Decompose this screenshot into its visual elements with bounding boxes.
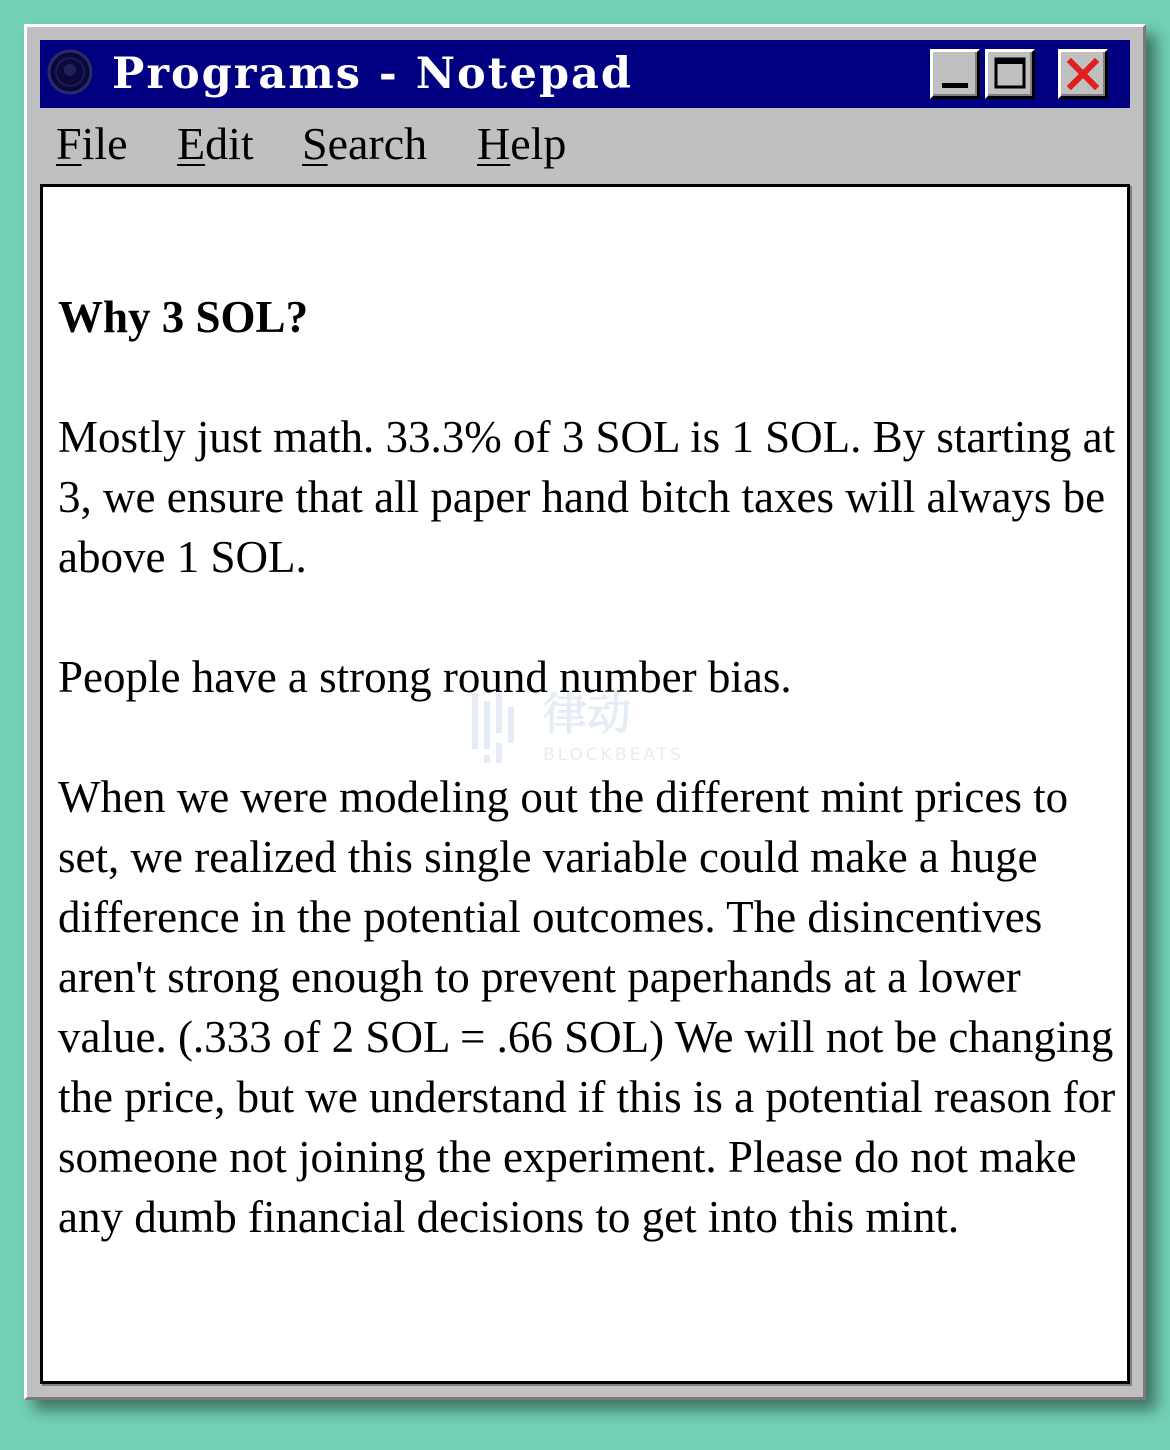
menu-edit[interactable]: Edit [177,118,254,169]
notepad-app-icon[interactable] [46,48,94,96]
maximize-icon [988,52,1032,96]
minimize-button[interactable] [930,49,980,99]
paragraph-modeling: When we were modeling out the different mint prices to set, we realized this single variable could make a huge difference in the potential outcomes. The disincentives aren't strong enough to prevent paperhands at a lower value. (.333 of 2 SOL = .66 SOL) We will not be changing the price, but we understand if this is a potential reason for someone not joining the experiment. Please do not make any dumb financial decisions to get into this mint. [58,772,1116,1242]
menu-help[interactable]: Help [477,118,567,169]
menu-bar [40,111,1130,181]
minimize-icon [933,52,977,96]
document-content [58,287,1126,1307]
paragraph-bias: People have a strong round number bias. [58,652,792,702]
close-icon [1061,52,1105,96]
notepad-window [24,24,1146,1400]
text-editor-area[interactable] [40,184,1130,1384]
title-bar[interactable] [40,40,1130,108]
menu-search[interactable]: Search [302,118,428,169]
watermark-subtext: BLOCKBEATS [543,745,684,765]
menu-file[interactable]: File [56,118,128,169]
watermark-text: 律动 [543,689,631,740]
maximize-button[interactable] [985,49,1035,99]
paragraph-math: Mostly just math. 33.3% of 3 SOL is 1 SOL. By starting at 3, we ensure that all paper hand bitch taxes will always be above 1 SOL. [58,412,1116,582]
window-title: Programs - Notepad [112,49,633,99]
close-button[interactable] [1058,49,1108,99]
document-heading: Why 3 SOL? [58,292,309,342]
